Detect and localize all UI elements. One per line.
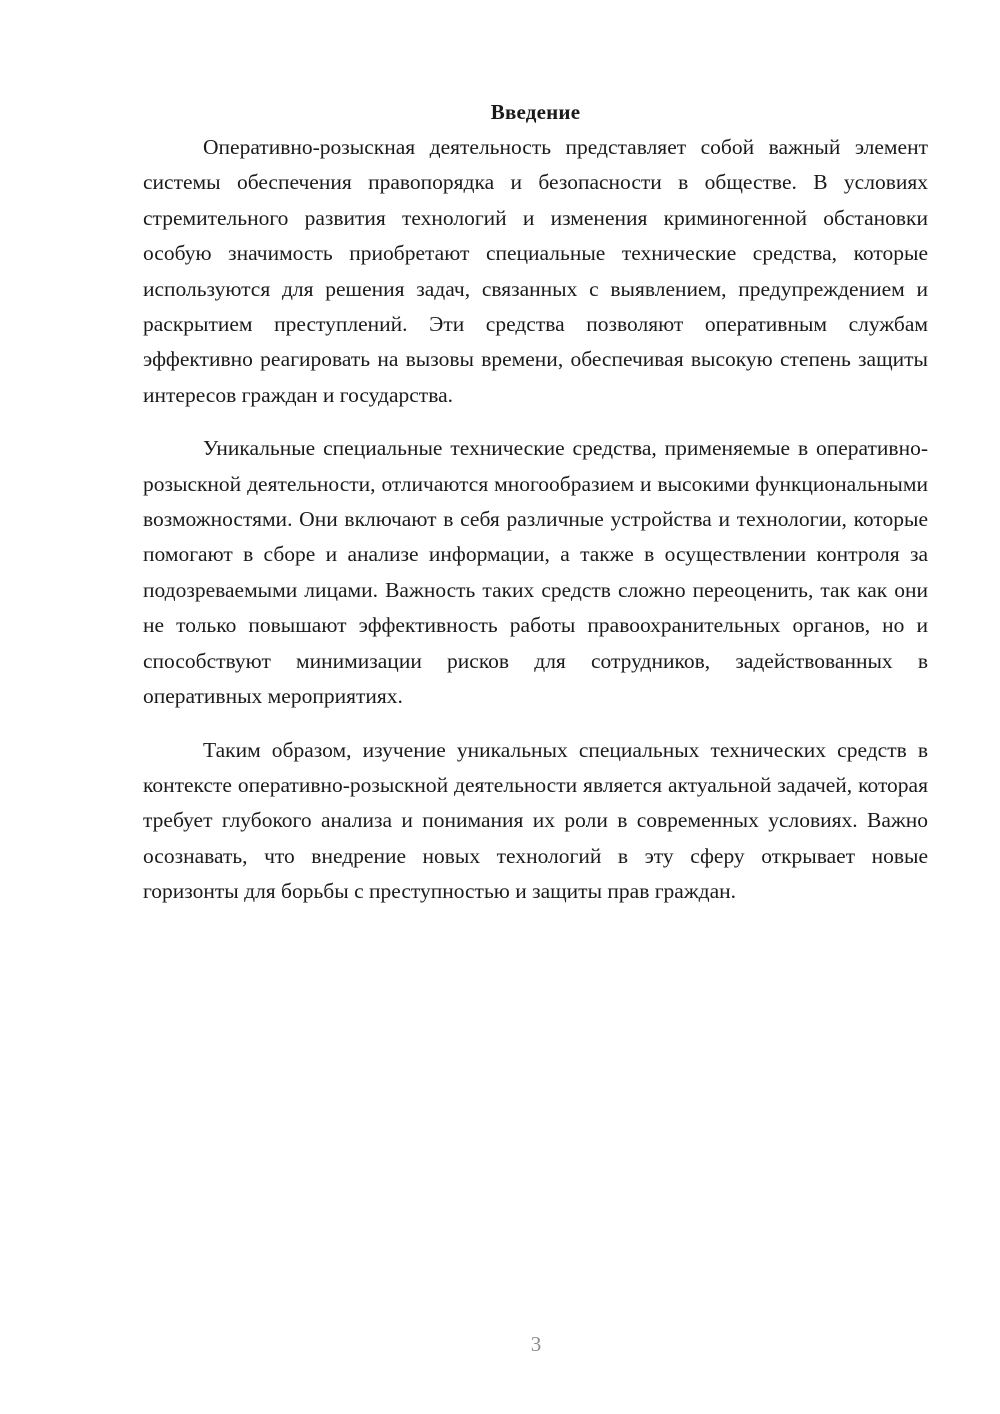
paragraph-2: Уникальные специальные технические средства, применяемые в оперативно-розыскной деятельности, отличаются многообразием и высокими функциональными возможностями. Они включают в себя различные устройства и технологии, которые помогают в сборе и анализе информации, а также в осуществлении контроля за подозреваемыми лицами. Важность таких средств сложно переоценить, так как они не только повышают эффективность работы правоохранительных органов, но и способствуют минимизации рисков для сотрудников, задействованных в оперативных мероприятиях. [143,436,928,709]
page-number: 3 [530,1332,542,1356]
paragraph-1: Оперативно-розыскная деятельность представляет собой важный элемент системы обеспечения правопорядка и безопасности в обществе. В условиях стремительного развития технологий и изменения криминогенной обстановки особую значимость приобретают специальные технические средства, которые используются для решения задач, связанных с выявлением, предупреждением и раскрытием преступлений. Эти средства позволяют оперативным службам эффективно реагировать на вызовы времени, обеспечивая высокую степень защиты интересов граждан и государства. [143,135,928,407]
page-content [143,96,928,928]
paragraph-3: Таким образом, изучение уникальных специальных технических средств в контексте оперативно-розыскной деятельности является актуальной задачей, которая требует глубокого анализа и понимания их роли в современных условиях. Важно осознавать, что внедрение новых технологий в эту сферу открывает новые горизонты для борьбы с преступностью и защиты прав граждан. [143,737,928,904]
page-title: Введение [490,100,581,124]
